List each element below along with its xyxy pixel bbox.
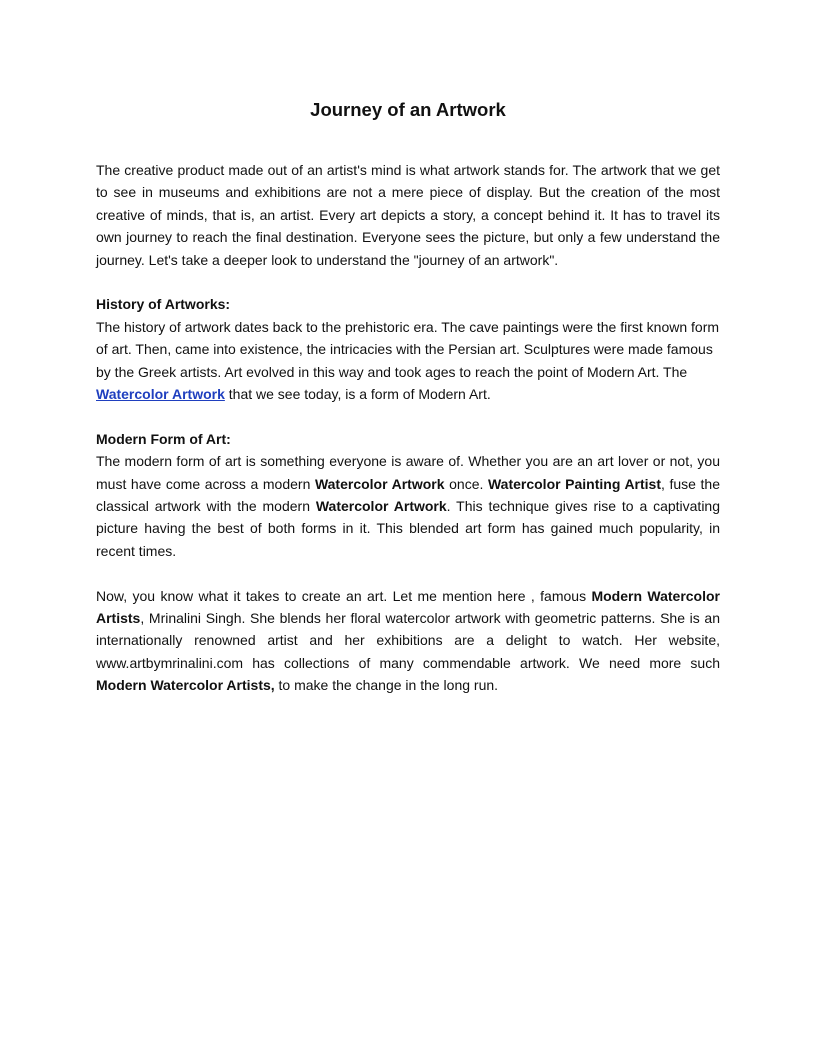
modern-text-3: , fuse the classical artwork with the modern [96,475,721,515]
history-text-1: The history of artwork dates back to the prehistoric era. The cave paintings were the first known form of art. Then, came into existence, the intricacies with the Persian art. Sculptures were made famous by the Greek artists. Art evolved in this way and took ages to reach the point of Modern Art. The [96,318,720,380]
closing-bold-2: Modern Watercolor Artists, [96,677,275,694]
modern-heading: Modern Form of Art: [96,430,231,447]
paragraph-spacer [96,405,720,427]
history-text-2: that we see today, is a form of Modern Art. [224,386,491,403]
modern-text-4: . This technique gives rise to a captivating picture having the best of both forms in it. This blended art form has gained much popularity, in recent times. [96,498,720,559]
modern-section [96,428,720,562]
watercolor-artwork-link[interactable]: Watercolor Artwork [96,386,225,403]
document-body [96,159,720,697]
modern-text-2: once. [444,475,488,492]
modern-bold-2: Watercolor Painting Artist [487,475,662,492]
modern-bold-3: Watercolor Artwork [315,498,447,515]
history-section [96,293,720,405]
modern-text-1: The modern form of art is something everyone is aware of. Whether you are an art lover or not, you must have come across a modern [96,453,720,492]
intro-paragraph: The creative product made out of an artist's mind is what artwork stands for. The artwork that we get to see in museums and exhibitions are not a mere piece of display. But the creation of the most creative of minds, that is, an artist. Every art depicts a story, a concept behind it. It has to travel its own journey to reach the final destination. Everyone sees the picture, but only a few understand the journey. Let's take a deeper look to understand the "journey of an artwork". [96,162,720,268]
closing-text-1: Now, you know what it takes to create an art. Let me mention here , famous [96,587,592,604]
paragraph-spacer [96,271,720,293]
closing-text-2: , Mrinalini Singh. She blends her floral watercolor artwork with geometric patterns. She is an internationally renowned artist and her exhibitions are a delight to watch. Her website, www.artbymrinalini.com has collections of many commendable artwork. We need more such [96,610,720,671]
paragraph-spacer [96,562,720,584]
closing-text-3: to make the change in the long run. [274,677,499,694]
history-heading: History of Artworks: [96,296,231,313]
modern-bold-1: Watercolor Artwork [314,475,445,492]
closing-paragraph [96,585,720,697]
closing-bold-1: Modern Watercolor Artists [96,587,720,627]
page-title: Journey of an Artwork [310,99,506,120]
